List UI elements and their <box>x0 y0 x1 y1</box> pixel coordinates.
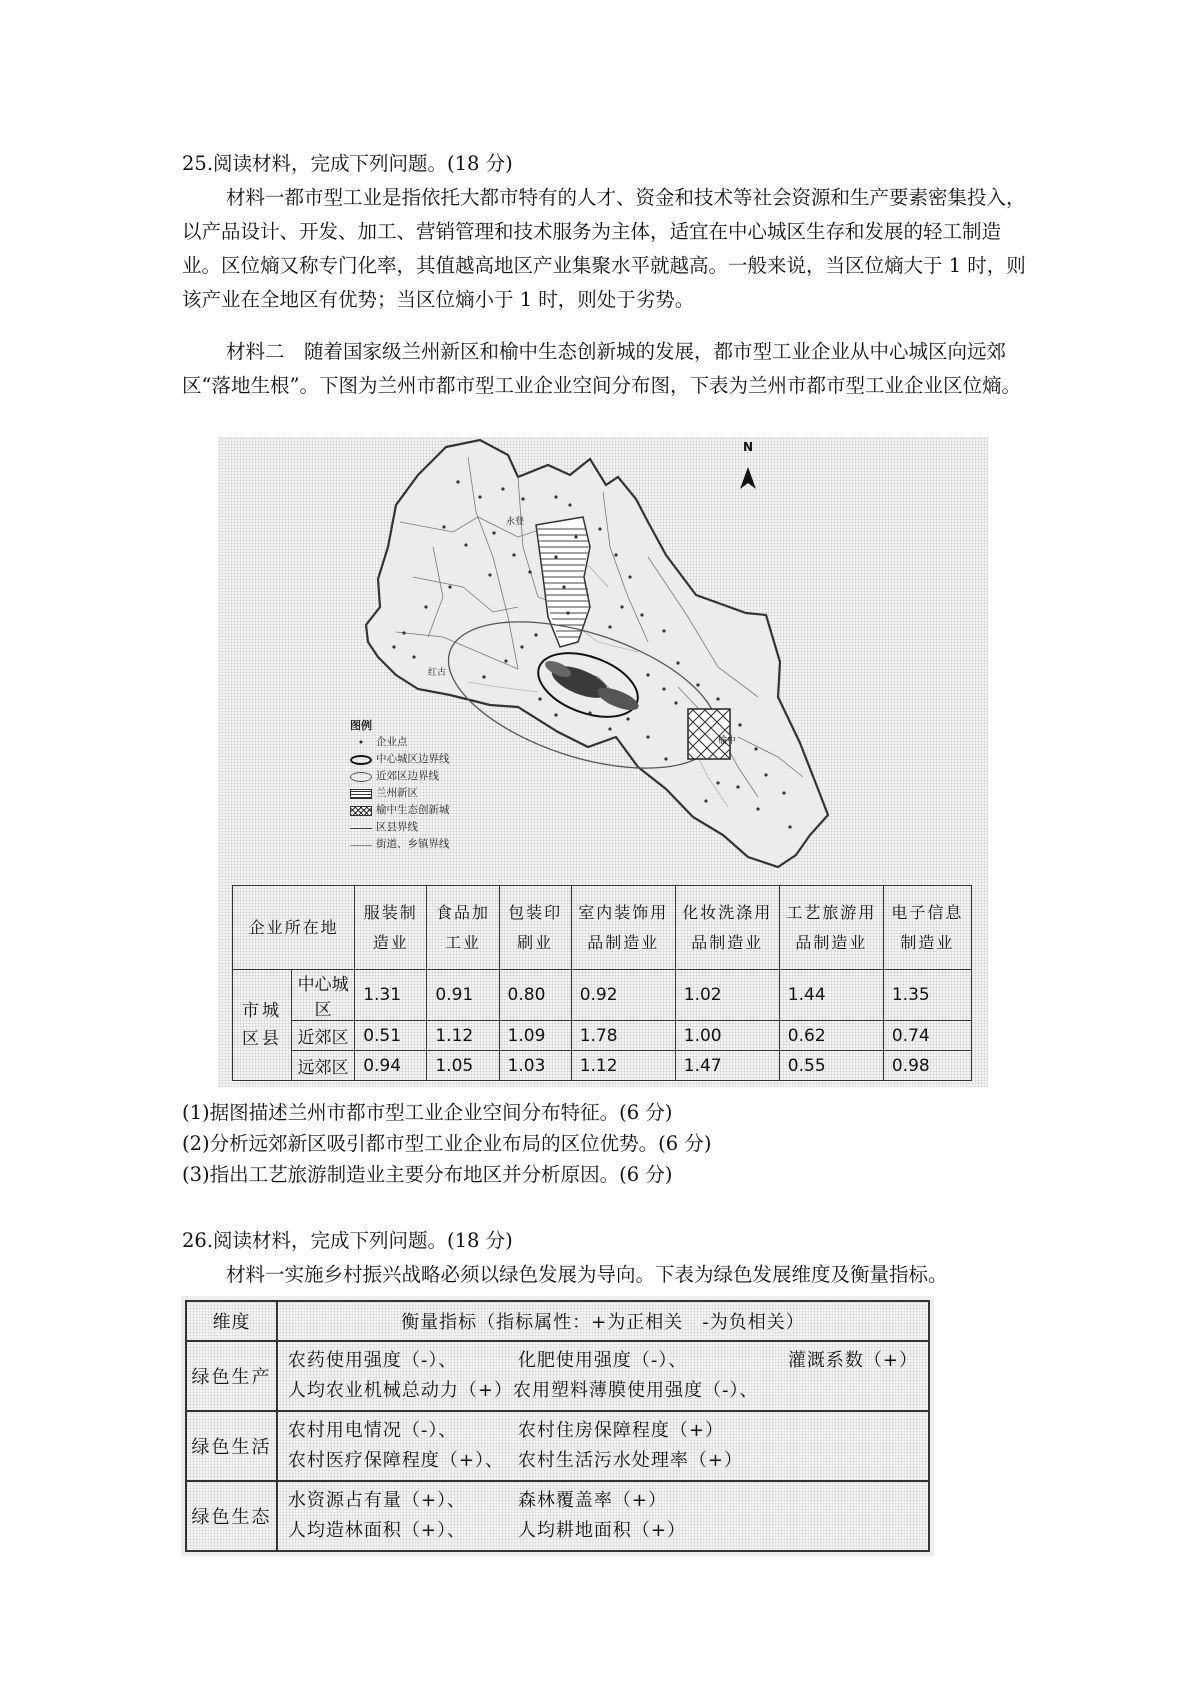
indicators-green-production <box>277 1341 929 1411</box>
indicator-text: 人均农业机械总动力（+） <box>287 1380 513 1401</box>
table-cell: 1.05 <box>427 1051 499 1081</box>
place-label-yuzhong: 榆中 <box>718 736 737 746</box>
table-cell: 1.78 <box>571 1021 675 1051</box>
col-header: 室内装饰用品制造业 <box>571 886 675 970</box>
north-label: N <box>743 440 754 454</box>
indicator-text: 人均耕地面积（+） <box>517 1520 686 1541</box>
table-cell: 1.35 <box>883 970 971 1021</box>
table-cell: 1.09 <box>499 1021 571 1051</box>
indicator-text: 人均造林面积（+）、 <box>287 1520 466 1541</box>
table-cell: 0.51 <box>355 1021 427 1051</box>
row-name: 中心城区 <box>292 970 355 1021</box>
dimension-green-life: 绿色生活 <box>186 1411 277 1481</box>
table-cell: 0.92 <box>571 970 675 1021</box>
table-row <box>186 1341 929 1411</box>
col-header: 包装印刷业 <box>499 886 571 970</box>
indicator-text: 农村用电情况（-）、 <box>287 1420 458 1441</box>
dimension-green-ecology: 绿色生态 <box>186 1481 277 1551</box>
legend-item-eco-city: 榆中生态创新城 <box>350 802 450 819</box>
legend-item-town-line: 街道、乡镇界线 <box>350 836 450 853</box>
header-indicator: 衡量指标（指标属性：+为正相关 -为负相关） <box>277 1301 929 1341</box>
table-cell: 0.62 <box>779 1021 883 1051</box>
table-cell: 1.03 <box>499 1051 571 1081</box>
green-development-table <box>185 1300 930 1552</box>
table-cell: 0.55 <box>779 1051 883 1081</box>
table-cell: 1.00 <box>675 1021 779 1051</box>
indicator-text: 森林覆盖率（+） <box>517 1490 667 1511</box>
indicator-text: 灌溉系数（+） <box>787 1350 918 1371</box>
group-label: 市城区县 <box>233 970 292 1081</box>
table-cell: 0.98 <box>883 1051 971 1081</box>
green-table-header <box>186 1301 929 1341</box>
table-row <box>233 1051 972 1081</box>
legend-title: 图例 <box>350 719 372 732</box>
q26-heading: 26.阅读材料，完成下列问题。(18 分) <box>182 1229 513 1252</box>
indicators-green-life <box>277 1411 929 1481</box>
table-cell: 0.74 <box>883 1021 971 1051</box>
legend-item-enterprise: • 企业点 <box>357 736 408 749</box>
indicators-green-ecology <box>277 1481 929 1551</box>
legend-item-county-line: 区县界线 <box>350 819 450 836</box>
place-label-honggu: 红古 <box>428 668 447 678</box>
legend-item-central-boundary: 中心城区边界线 <box>350 751 450 768</box>
indicator-text: 农村医疗保障程度（+）、 <box>287 1450 504 1471</box>
table-row <box>233 970 972 1021</box>
indicator-text: 农用塑料薄膜使用强度（-）、 <box>513 1380 759 1401</box>
legend-item-suburb-boundary: 近郊区边界线 <box>350 768 450 785</box>
q25-heading: 25.阅读材料，完成下列问题。(18 分) <box>182 152 513 175</box>
table-cell: 1.12 <box>571 1051 675 1081</box>
col-header: 食品加工业 <box>427 886 499 970</box>
table-header-row <box>233 886 972 970</box>
table-row <box>186 1411 929 1481</box>
col-header: 服装制造业 <box>355 886 427 970</box>
dimension-green-production: 绿色生产 <box>186 1341 277 1411</box>
q25-question-2: (2)分析远郊新区吸引都市型工业企业布局的区位优势。(6 分) <box>182 1132 712 1155</box>
table-cell: 1.47 <box>675 1051 779 1081</box>
row-name: 近郊区 <box>292 1021 355 1051</box>
table-cell: 1.02 <box>675 970 779 1021</box>
table-cell: 0.80 <box>499 970 571 1021</box>
header-dimension: 维度 <box>186 1301 277 1341</box>
lanzhou-map <box>218 437 988 885</box>
legend-item-new-area: 兰州新区 <box>350 785 450 802</box>
table-cell: 1.44 <box>779 970 883 1021</box>
q25-material2: 材料二 随着国家级兰州新区和榆中生态创新城的发展，都市型工业企业从中心城区向远郊区“落地生根”。下图为兰州市都市型工业企业空间分布图，下表为兰州市都市型工业企业区位熵。 <box>182 340 1021 397</box>
table-row <box>186 1481 929 1551</box>
table-cell: 0.91 <box>427 970 499 1021</box>
row-name: 远郊区 <box>292 1051 355 1081</box>
table-cell: 1.31 <box>355 970 427 1021</box>
map-legend <box>350 717 450 853</box>
indicator-text: 化肥使用强度（-）、 <box>517 1350 688 1371</box>
q25-question-1: (1)据图描述兰州市都市型工业企业空间分布特征。(6 分) <box>182 1101 673 1124</box>
q25-question-3: (3)指出工艺旅游制造业主要分布地区并分析原因。(6 分) <box>182 1163 673 1186</box>
q25-material1: 材料一都市型工业是指依托大都市特有的人才、资金和技术等社会资源和生产要素密集投入，以产品设计、开发、加工、营销管理和技术服务为主体，适宜在中心城区生存和发展的轻工制造业。区位熵又称专门化率，其值越高地区产业集聚水平就越高。一般来说，当区位熵大于 1 时，则该产业在全地区有优势；当区位熵小于 1 时，则处于劣势。 <box>182 186 1026 311</box>
col-header: 化妆洗涤用品制造业 <box>675 886 779 970</box>
location-entropy-table <box>232 885 972 1081</box>
col-header: 电子信息制造业 <box>883 886 971 970</box>
indicator-text: 水资源占有量（+）、 <box>287 1490 466 1511</box>
table-cell: 0.94 <box>355 1051 427 1081</box>
place-label-yongdeng: 永登 <box>506 517 525 527</box>
table-cell: 1.12 <box>427 1021 499 1051</box>
north-arrow <box>740 467 756 489</box>
header-location: 企业所在地 <box>233 886 355 970</box>
table-row <box>233 1021 972 1051</box>
indicator-text: 农村生活污水处理率（+） <box>517 1450 743 1471</box>
col-header: 工艺旅游用品制造业 <box>779 886 883 970</box>
q26-material1: 材料一实施乡村振兴战略必须以绿色发展为导向。下表为绿色发展维度及衡量指标。 <box>226 1263 948 1286</box>
lanzhou-map-figure <box>218 437 988 1087</box>
indicator-text: 农村住房保障程度（+） <box>517 1420 724 1441</box>
indicator-text: 农药使用强度（-）、 <box>287 1350 458 1371</box>
